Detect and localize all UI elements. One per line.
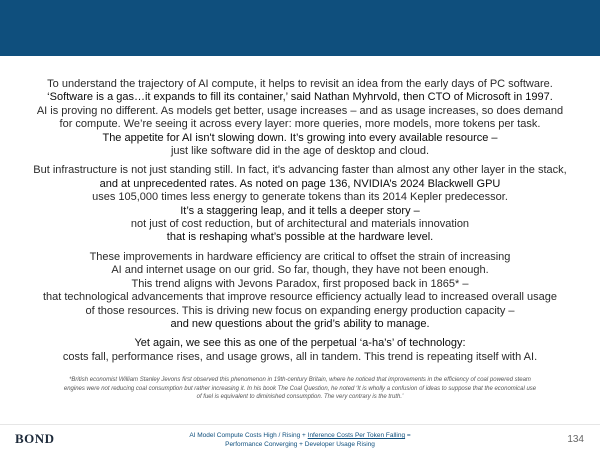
text-line: This trend aligns with Jevons Paradox, first proposed back in 1865* – [131, 277, 469, 290]
text-line: It’s a staggering leap, and it tells a deeper story – [180, 204, 420, 217]
text-line: of those resources. This is driving new focus on expanding energy production capacity – [85, 304, 515, 317]
text-line: not just of cost reduction, but of architectural and materials innovation [130, 218, 470, 231]
footer-caption-line-1 [150, 431, 450, 440]
text-line: To understand the trajectory of AI compute, it helps to revisit an idea from the early days of PC software. [47, 78, 553, 90]
text-line: These improvements in hardware efficiency are critical to offset the strain of increasing [89, 250, 511, 263]
text-line: that technological advancements that improve resource efficiency actually lead to increased overall usage [42, 291, 558, 304]
paragraph-3 [0, 251, 600, 331]
paragraph-1 [0, 78, 600, 158]
text-line: The appetite for AI isn't slowing down. It’s growing into every available resource – [102, 131, 498, 144]
footnote-line: *British economist William Stanley Jevons first observed this phenomenon in 19th-century Britain, where he noticed that improvements in the efficiency of coal powered steam [69, 377, 531, 383]
bond-logo: BOND [15, 431, 55, 446]
body-text [0, 78, 600, 370]
text-line: and at unprecedented rates. As noted on page 136, NVIDIA’s 2024 Blackwell GPU [99, 177, 501, 190]
text-line: AI and internet usage on our grid. So far, though, they have not been enough. [111, 264, 489, 277]
text-line: just like software did in the age of desktop and cloud. [170, 145, 430, 158]
text-line: ‘Software is a gas…it expands to fill its container,’ said Nathan Myhrvold, then CTO of Microsoft in 1997. [47, 91, 553, 104]
footer-caption-part: AI Model Compute Costs High / Rising + [189, 432, 308, 439]
text-line: that is reshaping what’s possible at the hardware level. [166, 231, 434, 244]
footer-divider [0, 424, 600, 425]
text-line: uses 105,000 times less energy to generate tokens than its 2014 Kepler predecessor. [92, 191, 508, 204]
text-line: But infrastructure is not just standing still. In fact, it's advancing faster than almost any other layer in the stack, [33, 164, 567, 177]
text-line: for compute. We’re seeing it across every layer: more queries, more models, more tokens per task. [59, 118, 541, 131]
page-number: 134 [567, 434, 584, 445]
header-bar [0, 0, 600, 56]
text-line: costs fall, performance rises, and usage grows, all in tandem. This trend is repeating itself with AI. [62, 350, 538, 363]
footer-caption-line-2: Performance Converging + Developer Usage Rising [225, 441, 375, 448]
footnote-line: engines were not reducing coal consumption but rather increasing it. In his book The Coal Question, he noted ‘It is wholly a confusion of ideas to suppose that the economical use [63, 385, 537, 392]
footer-caption-underlined: Inference Costs Per Token Falling [307, 432, 406, 439]
paragraph-2 [0, 164, 600, 244]
footer-caption-part: = [405, 432, 411, 439]
text-line: and new questions about the grid’s ability to manage. [170, 317, 430, 330]
paragraph-4 [0, 337, 600, 364]
footnote-line: of fuel is equivalent to diminished consumption. The very contrary is the truth.’ [196, 394, 404, 400]
footnote [20, 376, 580, 402]
text-line: AI is proving no different. As models get better, usage increases – and as usage increases, so does demand [36, 104, 564, 117]
text-line: Yet again, we see this as one of the perpetual ‘a-ha’s’ of technology: [134, 337, 466, 350]
footer-caption [150, 431, 450, 449]
